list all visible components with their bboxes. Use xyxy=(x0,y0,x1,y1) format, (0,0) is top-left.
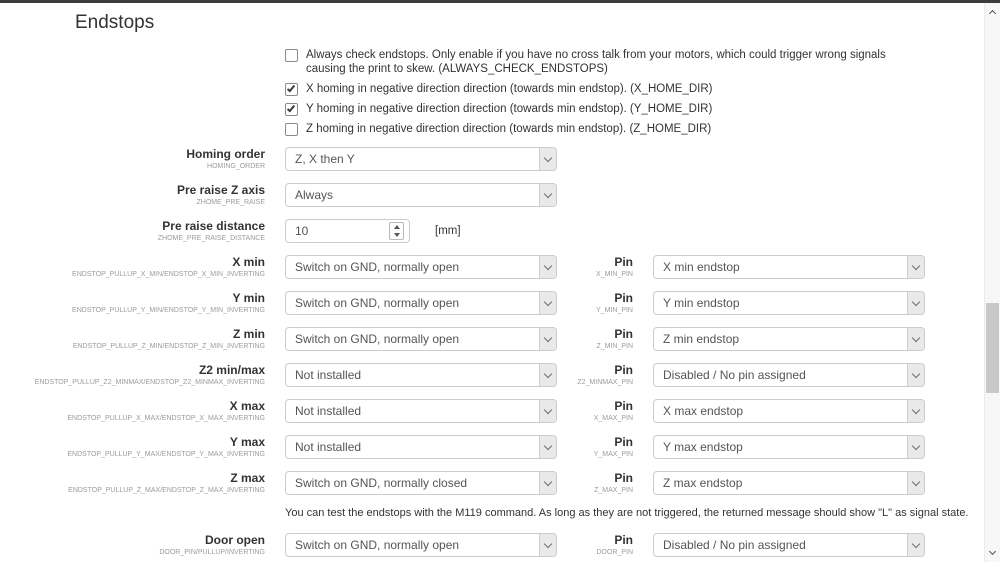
pin-macro: Y_MAX_PIN xyxy=(593,450,633,458)
selected-value: X min endstop xyxy=(663,260,740,274)
x-max-macro: ENDSTOP_PULLUP_X_MAX/ENDSTOP_X_MAX_INVERTING xyxy=(67,414,265,422)
always-check-endstops-checkbox[interactable] xyxy=(285,49,298,62)
form-row-y-min xyxy=(0,291,1000,315)
checkbox-row-x-home-dir[interactable] xyxy=(285,82,925,96)
select-arrow-button[interactable] xyxy=(907,328,924,350)
select-arrow-button[interactable] xyxy=(539,534,556,556)
x-min-pin-select[interactable] xyxy=(653,255,925,279)
y-max-pin-select[interactable] xyxy=(653,435,925,459)
selected-value: Z max endstop xyxy=(663,476,743,490)
y-min-label: Y min xyxy=(232,290,265,305)
checkbox-label: X homing in negative direction direction (towards min endstop). (X_HOME_DIR) xyxy=(306,83,713,95)
select-arrow-button[interactable] xyxy=(907,400,924,422)
select-arrow-button[interactable] xyxy=(539,292,556,314)
pin-label: Pin xyxy=(614,434,633,449)
scroll-down-icon xyxy=(989,548,996,555)
form-row-y-max xyxy=(0,435,1000,459)
select-arrow-button[interactable] xyxy=(907,472,924,494)
pin-label: Pin xyxy=(614,326,633,341)
checkbox-row-always-check-endstops[interactable] xyxy=(285,48,925,76)
pin-macro: Z_MAX_PIN xyxy=(594,486,633,494)
chevron-down-icon xyxy=(912,539,920,547)
selected-value: Z min endstop xyxy=(663,332,740,346)
chevron-down-icon xyxy=(544,261,552,269)
scrollbar-thumb[interactable] xyxy=(986,303,999,393)
input-value: 10 xyxy=(295,224,309,238)
pin-macro: Z2_MINMAX_PIN xyxy=(577,378,633,386)
checkbox-row-y-home-dir[interactable] xyxy=(285,102,925,116)
door-open-pin-select[interactable] xyxy=(653,533,925,557)
y-min-type-select[interactable] xyxy=(285,291,557,315)
chevron-down-icon xyxy=(544,369,552,377)
checkbox-row-z-home-dir[interactable] xyxy=(285,122,925,136)
selected-value: Not installed xyxy=(295,440,362,454)
pin-label: Pin xyxy=(614,362,633,377)
z-max-type-select[interactable] xyxy=(285,471,557,495)
chevron-down-icon xyxy=(912,369,920,377)
pin-label: Pin xyxy=(614,254,633,269)
chevron-down-icon xyxy=(544,477,552,485)
z-max-pin-select[interactable] xyxy=(653,471,925,495)
y-max-type-select[interactable] xyxy=(285,435,557,459)
form-row-z-min xyxy=(0,327,1000,351)
x-min-type-select[interactable] xyxy=(285,255,557,279)
selected-value: Not installed xyxy=(295,368,362,382)
door-open-macro: DOOR_PIN/PULLUP/INVERTING xyxy=(159,548,265,556)
y-min-pin-select[interactable] xyxy=(653,291,925,315)
selected-value: Y min endstop xyxy=(663,296,740,310)
form-row-x-max xyxy=(0,399,1000,423)
select-arrow-button[interactable] xyxy=(907,436,924,458)
door-open-label: Door open xyxy=(205,532,265,547)
chevron-down-icon xyxy=(912,441,920,449)
select-arrow-button[interactable] xyxy=(539,256,556,278)
z2-minmax-pin-select[interactable] xyxy=(653,363,925,387)
chevron-down-icon xyxy=(544,441,552,449)
y-min-macro: ENDSTOP_PULLUP_Y_MIN/ENDSTOP_Y_MIN_INVERTING xyxy=(72,306,265,314)
m119-test-note: You can test the endstops with the M119 command. As long as they are not triggered, the returned message should show "L" as signal state. xyxy=(285,507,969,519)
chevron-down-icon xyxy=(544,405,552,413)
select-arrow-button[interactable] xyxy=(907,534,924,556)
homing-order-label: Homing order xyxy=(186,146,265,161)
checkbox-label: Z homing in negative direction direction (towards min endstop). (Z_HOME_DIR) xyxy=(306,123,712,135)
spinner-up-button[interactable] xyxy=(390,223,403,231)
scroll-up-icon xyxy=(989,10,996,17)
checkbox-label: Always check endstops. Only enable if you have no cross talk from your motors, which could trigger wrong signals causing the print to skew. (ALWAYS_CHECK_ENDSTOPS) xyxy=(306,49,886,75)
chevron-down-icon xyxy=(912,477,920,485)
selected-value: Switch on GND, normally open xyxy=(295,538,460,552)
z-max-macro: ENDSTOP_PULLUP_Z_MAX/ENDSTOP_Z_MAX_INVERTING xyxy=(68,486,265,494)
chevron-down-icon xyxy=(912,261,920,269)
checkmark-icon xyxy=(287,84,295,93)
select-arrow-button[interactable] xyxy=(539,400,556,422)
x-max-type-select[interactable] xyxy=(285,399,557,423)
form-row-x-min xyxy=(0,255,1000,279)
pin-label: Pin xyxy=(614,290,633,305)
y-max-label: Y max xyxy=(229,434,265,449)
form-row-pre-raise-z xyxy=(0,183,1000,207)
pin-macro: Y_MIN_PIN xyxy=(596,306,633,314)
select-arrow-button[interactable] xyxy=(539,184,556,206)
pre-raise-z-select[interactable] xyxy=(285,183,557,207)
spinner-up-icon xyxy=(394,225,400,229)
z-min-label: Z min xyxy=(233,326,265,341)
pin-label: Pin xyxy=(614,532,633,547)
homing-order-macro: HOMING_ORDER xyxy=(207,162,265,170)
x-min-macro: ENDSTOP_PULLUP_X_MIN/ENDSTOP_X_MIN_INVERTING xyxy=(72,270,265,278)
pre-raise-z-macro: ZHOME_PRE_RAISE xyxy=(196,198,265,206)
x-max-pin-select[interactable] xyxy=(653,399,925,423)
pin-macro: Z_MIN_PIN xyxy=(596,342,633,350)
select-arrow-button[interactable] xyxy=(539,472,556,494)
chevron-down-icon xyxy=(912,333,920,341)
select-arrow-button[interactable] xyxy=(539,148,556,170)
selected-value: Switch on GND, normally open xyxy=(295,296,460,310)
selected-value: Always xyxy=(295,188,334,202)
endstops-form xyxy=(0,147,1000,557)
selected-value: Y max endstop xyxy=(663,440,743,454)
form-row-pre-raise-distance xyxy=(0,219,1000,243)
pin-label: Pin xyxy=(614,470,633,485)
chevron-down-icon xyxy=(912,405,920,413)
select-arrow-button[interactable] xyxy=(539,364,556,386)
checkmark-icon xyxy=(287,104,295,113)
z-home-dir-checkbox[interactable] xyxy=(285,123,298,136)
page-title: Endstops xyxy=(75,12,155,33)
form-row-z-max xyxy=(0,471,1000,495)
selected-value: Not installed xyxy=(295,404,362,418)
pin-macro: X_MAX_PIN xyxy=(593,414,633,422)
select-arrow-button[interactable] xyxy=(539,328,556,350)
chevron-down-icon xyxy=(544,539,552,547)
chevron-down-icon xyxy=(544,297,552,305)
pre-raise-distance-label: Pre raise distance xyxy=(162,218,265,233)
form-row-door-open xyxy=(0,533,1000,557)
pre-raise-distance-macro: ZHOME_PRE_RAISE_DISTANCE xyxy=(157,234,265,242)
form-row-homing-order xyxy=(0,147,1000,171)
z2-minmax-macro: ENDSTOP_PULLUP_Z2_MINMAX/ENDSTOP_Z2_MINMAX_INVERTING xyxy=(34,378,265,386)
z-min-type-select[interactable] xyxy=(285,327,557,351)
chevron-down-icon xyxy=(912,297,920,305)
homing-options-group xyxy=(285,48,925,136)
selected-value: Disabled / No pin assigned xyxy=(663,368,806,382)
checkbox-label: Y homing in negative direction direction (towards min endstop). (Y_HOME_DIR) xyxy=(306,103,713,115)
unit-label: [mm] xyxy=(435,225,461,237)
y-max-macro: ENDSTOP_PULLUP_Y_MAX/ENDSTOP_Y_MAX_INVERTING xyxy=(67,450,265,458)
select-arrow-button[interactable] xyxy=(907,364,924,386)
spinner-down-button[interactable] xyxy=(390,231,403,239)
selected-value: Switch on GND, normally closed xyxy=(295,476,468,490)
top-divider-bar xyxy=(0,0,1000,3)
chevron-down-icon xyxy=(544,333,552,341)
selected-value: Z, X then Y xyxy=(295,152,355,166)
pin-label: Pin xyxy=(614,398,633,413)
number-spinner[interactable] xyxy=(389,222,404,240)
selected-value: X max endstop xyxy=(663,404,744,418)
door-open-type-select[interactable] xyxy=(285,533,557,557)
select-arrow-button[interactable] xyxy=(907,292,924,314)
z2-minmax-type-select[interactable] xyxy=(285,363,557,387)
select-arrow-button[interactable] xyxy=(907,256,924,278)
chevron-down-icon xyxy=(544,153,552,161)
pre-raise-z-label: Pre raise Z axis xyxy=(176,182,265,197)
vertical-scrollbar[interactable] xyxy=(984,3,1000,562)
z-min-pin-select[interactable] xyxy=(653,327,925,351)
selected-value: Switch on GND, normally open xyxy=(295,260,460,274)
selected-value: Disabled / No pin assigned xyxy=(663,538,806,552)
chevron-down-icon xyxy=(544,189,552,197)
pin-macro: X_MIN_PIN xyxy=(596,270,633,278)
form-row-z2-minmax xyxy=(0,363,1000,387)
scroll-down-button[interactable] xyxy=(985,546,1000,560)
select-arrow-button[interactable] xyxy=(539,436,556,458)
spinner-down-icon xyxy=(394,233,400,237)
selected-value: Switch on GND, normally open xyxy=(295,332,460,346)
pin-macro: DOOR_PIN xyxy=(596,548,633,556)
scroll-up-button[interactable] xyxy=(985,5,1000,19)
x-max-label: X max xyxy=(229,398,265,413)
z-max-label: Z max xyxy=(230,470,265,485)
z-min-macro: ENDSTOP_PULLUP_Z_MIN/ENDSTOP_Z_MIN_INVERTING xyxy=(72,342,265,350)
pre-raise-distance-input[interactable] xyxy=(285,219,410,243)
x-min-label: X min xyxy=(232,254,265,269)
y-home-dir-checkbox[interactable] xyxy=(285,103,298,116)
x-home-dir-checkbox[interactable] xyxy=(285,83,298,96)
z2-minmax-label: Z2 min/max xyxy=(198,362,265,377)
homing-order-select[interactable] xyxy=(285,147,557,171)
